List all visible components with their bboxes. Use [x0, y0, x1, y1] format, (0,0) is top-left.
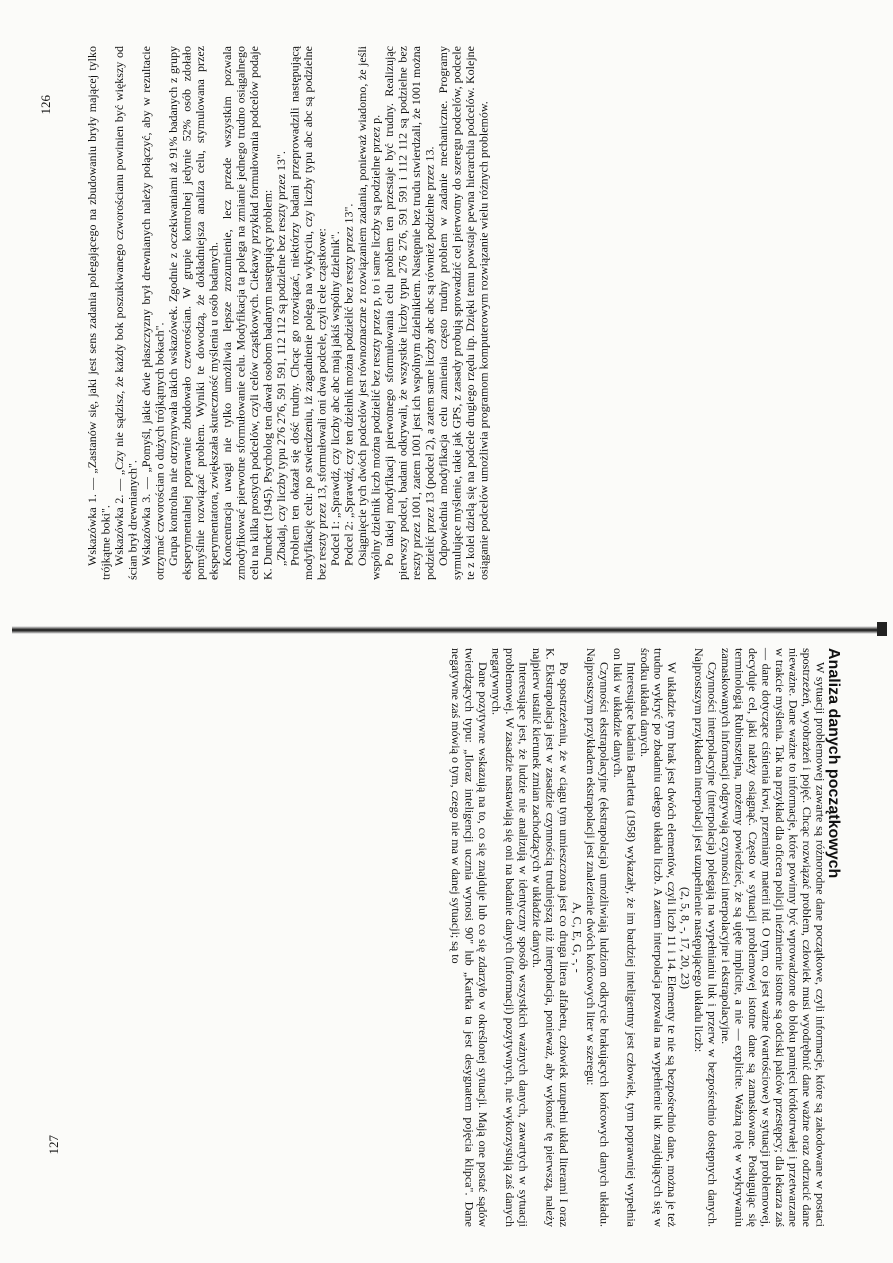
paragraph: Podcel 2: „Sprawdź, czy ten dzielnik można podzielić bez reszty przez 13".	[341, 203, 356, 566]
paragraph: Koncentracja uwagi nie tylko umożliwia lepsze zrozumienie, lecz przede wszystkim pozwala zmodyfikować pierwotne sformułowanie celu. Modyfikacja ta polega na zmianie jednego trudno osiągalnego celu na kilka prostych podcelów, czyli celów cząstkowych. Ciekawy przykład formułowania podcelów podaje K. Duncker (1945). Psycholog ten dawał osobom badanym następujący problem:	[220, 46, 275, 580]
paragraph: Interesujące badania Bartletta (1958) wykazały, że im bardziej inteligentny jest człowiek, tym poprawniej wypełnia on luki w układzie danych.	[611, 648, 639, 1227]
paragraph: Po spostrzeżeniu, że w ciągu tym umieszczona jest co druga litera alfabetu, człowiek uzupełni układ literami I oraz K. Ekstrapolacja jest w zasadzie czynnością trudniejszą niż interpolacja, ponieważ, aby wykonać tę pierwszą, należy najpierw ustalić kierunek zmian zachodzących w układzie danych.	[530, 648, 571, 1227]
fold-marker	[877, 622, 887, 636]
page-127-text	[95, 648, 840, 1233]
paragraph: Wskazówka 3. — „Pomyśl, jakie dwie płaszczyzny brył drewnianych należy połączyć, aby w rezultacie otrzymać czworościan o dużych trójkątnych bokach".	[139, 46, 167, 580]
paragraph: Po takiej modyfikacji pierwotnego sformułowania celu problem ten przestaje być trudny. Realizując pierwszy podcel, badani odkrywali, że wszystkie liczby typu 276 276, 591 591 i 112 112 są podzielne bez reszty przez 1001, zatem 1001 jest ich wspólnym dzielnikiem. Następnie bez trudu stwierdzali, że 1001 można podzielić przez 13 (podcel 2), a zatem same liczby abc abc są również podzielne przez 13.	[382, 46, 437, 580]
paragraph: Osiągnięcie tych dwóch podcelów jest równoznaczne z rozwiązaniem zadania, ponieważ wiadomo, że jeśli wspólny dzielnik liczb można podzielić bez reszty przez p, to i same liczby są podzielne przez p.	[355, 46, 383, 580]
paragraph: Czynności interpolacyjne (interpolacja) polegają na wypełnianiu luk i przerw w bezpośrednio dostępnych danych. Najprostszym przykładem interpolacji jest uzupełnienie następującego układu liczb:	[692, 648, 720, 1227]
paragraph: Dane pozytywne wskazują na to, co się znajduje lub co się zdarzyło w określonej sytuacji. Mają one postać sądów twierdzących typu: „Iloraz inteligencji ucznia wynosi 90" lub „Kartka ta jest desygnatem pojęcia klipca". Dane negatywne zaś mówią o tym, czego nie ma w danej sytuacji; są to	[449, 648, 490, 1227]
paragraph: Wskazówka 2. — „Czy nie sądzisz, że każdy bok poszukiwanego czworościanu powinien być większy od ścian brył drewnianych".	[112, 46, 140, 580]
paragraph: „Zbadaj, czy liczby typu 276 276, 591 591, 112 112 są podzielne bez reszty przez 13".	[274, 151, 288, 566]
paragraph: W układzie tym brak jest dwóch elementów, czyli liczb 11 i 14. Elementy te nie są bezpośrednio dane, można je też trudno wykryć po zbadaniu całego układu liczb. A zatem interpolacja pozwala na wypełnienie luk znajdujących się w środku układu danych.	[638, 648, 679, 1227]
paragraph: W sytuacji problemowej zawarte są różnorodne dane początkowe, czyli informacje, które są zakodowane w postaci spostrzeżeń, wyobrażeń i pojęć. Chcąc rozwiązać problem, człowiek musi wyodrębnić dane ważne oraz odrzucić dane nieważne. Dane ważne to informacje, które powinny być wprowadzone do bloku pamięci krótkotrwałej i przetwarzane w trakcie myślenia. Tak na przykład dla oficera policji nieźmiernie istotne są odciski palców przestępcy; dla lekarza zaś — dane dotyczące ciśnienia krwi, przemiany materii itd. O tym, co jest ważne (wartościowe) w sytuacji problemowej, decyduje cel, jaki należy osiągnąć. Często w sytuacji problemowej istotne dane są zamaskowane. Posługując się terminologią Rubinsztejna, możemy powiedzieć, że są ujęte implicite, a nie — explicite. Ważną rolę w wykrywaniu zamaskowanych informacji odgrywają czynności interpolacyjne i ekstrapolacyjne.	[719, 648, 828, 1227]
page-number: 126	[38, 95, 53, 115]
page-126-text	[86, 40, 821, 580]
paragraph: Odpowiednia modyfikacja celu zamienia często trudny problem w zadanie mechaniczne. Programy symulujące myślenie, takie jak GPS, z zasady probują sprowadzić cel pierwotny do szeregu podcelów, podcele te z kolei dzielą się na podcele drugiego rzędu itp. Dzięki temu powstaje pewna hierarchia podcelów. Kolejne osiąganie podcelów umożliwia programom komputerowym rozwiązanie wielu różnych problemów.	[436, 46, 491, 580]
paragraph: Problem ten okazał się dość trudny. Chcąc go rozwiązać, niektórzy badani przeprowadzili następującą modyfikację celu: po stwierdzeniu, iż zagadnienie polega na wykryciu, czy liczby typu abc abc są podzielne bez reszty przez 13, sformułowali oni dwa podcele, czyli cele cząstkowe:	[287, 46, 329, 580]
paragraph: Wskazówka 1. — „Zastanów się, jaki jest sens zadania polegającego na zbudowaniu bryły mającej tylko trójkątne boki".	[85, 46, 113, 580]
number-sequence: (2, 5, 8, -, 17, 20, 23)	[678, 886, 693, 989]
paragraph: Grupa kontrolna nie otrzymywała takich wskazówek. Zgodnie z oczekiwaniami aż 91% badanych z grupy eksperymentalnej poprawnie zbudowało czworościan. W grupie kontrolnej jedynie 52% osób zdołało pomyślnie rozwiązać problem. Wyniki te dowodzą, że dokładniejsza analiza celu, stymulowana przez eksperymentatora, zwiększała skuteczność myślenia u osób badanych.	[166, 46, 221, 580]
section-heading: Analiza danych początkowych	[825, 648, 842, 879]
letter-sequence: A, C, E, G, -, -	[570, 902, 585, 973]
paragraph: Czynności ekstrapolacyjne (ekstrapolacja) umożliwiają ludziom odkrycie brakujących końcowych danych układu. Najprostszym przykładem ekstrapolacji jest znalezienie dwóch końcowych liter w szeregu:	[584, 648, 612, 1227]
paragraph: Interesujące jest, że ludzie nie analizują w identyczny sposób wszystkich ważnych danych, zawartych w sytuacji problemowej. W zasadzie nastawiają się oni na badanie danych (informacji) pozytywnych, nie wykorzystują zaś danych negatywnych.	[489, 648, 531, 1227]
page-number: 127	[46, 1135, 61, 1155]
paragraph: Podcel 1: „Sprawdź, czy liczby abc abc mają jakiś wspólny dzielnik".	[328, 231, 342, 566]
page-fold-divider	[12, 626, 884, 634]
